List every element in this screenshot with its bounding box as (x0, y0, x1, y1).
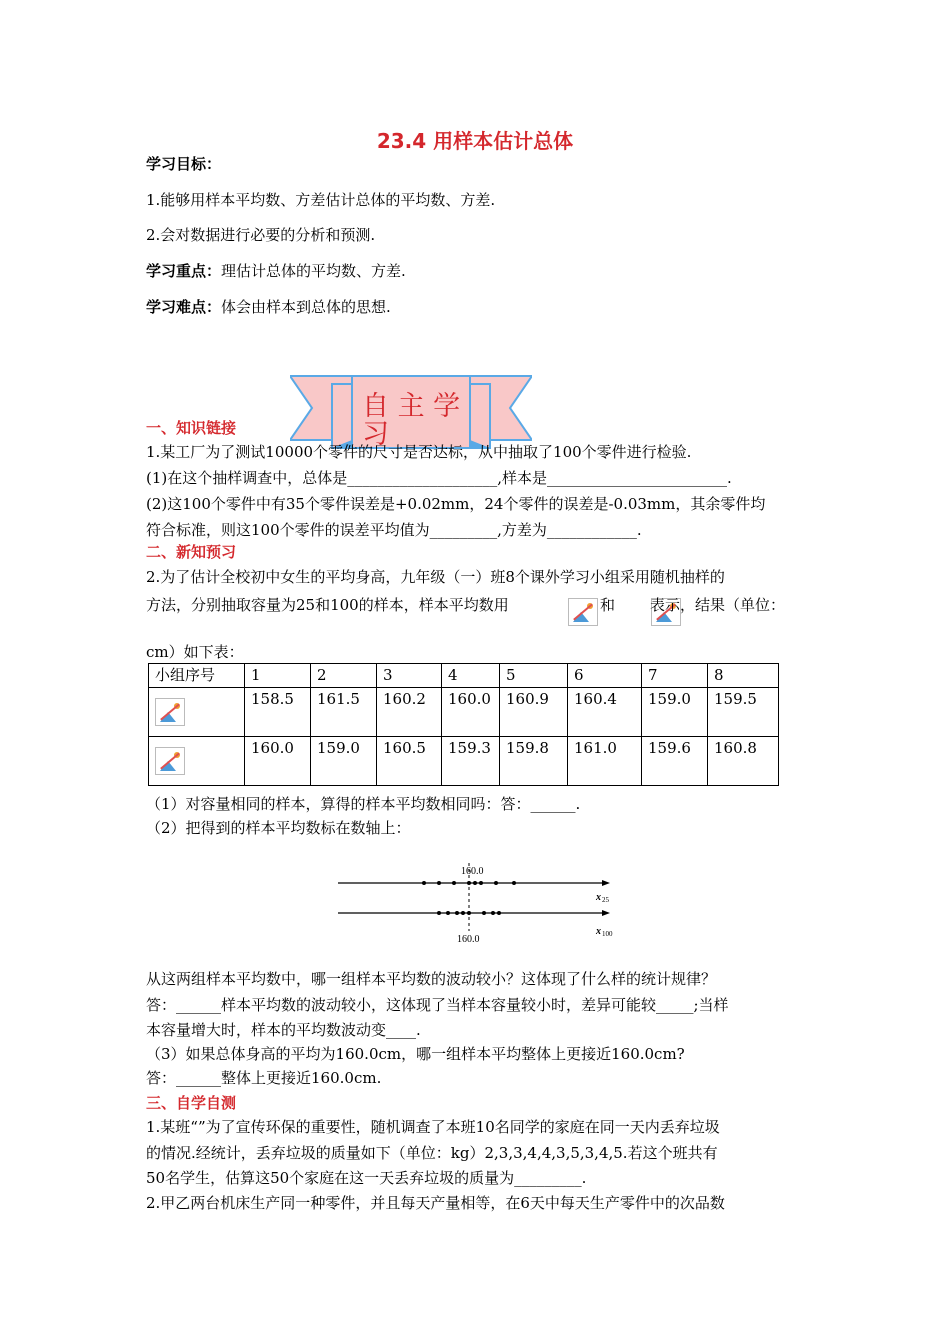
section3-line-4: 2.甲乙两台机床生产同一种零件，并且每天产量相等，在6天中每天生产零件中的次品数 (146, 1194, 725, 1212)
table-cell: 159.6 (642, 737, 708, 786)
sample-mean-dot (467, 911, 471, 915)
sample-mean-dot (461, 911, 465, 915)
table-cell: 160.0 (442, 688, 500, 737)
table-header-cell: 8 (708, 664, 779, 688)
table-cell: 160.5 (377, 737, 442, 786)
table-cell: 160.9 (500, 688, 568, 737)
xbar100-image-icon (155, 747, 185, 775)
table-header-cell: 2 (311, 664, 377, 688)
sample-mean-dot (497, 911, 501, 915)
section3-line-2: 的情况.经统计，丢弃垃圾的质量如下（单位：kg）2,3,3,4,4,3,5,3,4,5.若这个班共有 (146, 1144, 718, 1162)
table-header-label: 小组序号 (149, 664, 245, 688)
sample-mean-dot (479, 881, 483, 885)
section3-heading: 三、自学自测 (146, 1094, 237, 1112)
table-cell: 161.5 (311, 688, 377, 737)
difficulty-text: 体会由样本到总体的思想. (221, 298, 391, 316)
sample-mean-dot (452, 881, 456, 885)
sample-mean-dot (512, 881, 516, 885)
axis2-sub: 100 (602, 930, 613, 938)
table-row (149, 737, 779, 786)
focus-label: 学习重点： (146, 262, 222, 280)
table-cell: 158.5 (245, 688, 311, 737)
xbar25-image-icon (155, 698, 185, 726)
sample-mean-dot (422, 881, 426, 885)
section1-line-3: (2)这100个零件中有35个零件误差是+0.02mm，24个零件的误差是-0.03mm，其余零件均 (146, 495, 766, 513)
banner-text-1: 自 主 学 (362, 391, 461, 422)
xbar25-image-icon (568, 598, 598, 626)
goal-item-2: 2.会对数据进行必要的分析和预测. (146, 226, 376, 244)
sample-mean-dot (437, 881, 441, 885)
sample-mean-dot (455, 911, 459, 915)
after-line-1: 从这两组样本平均数中，哪一组样本平均数的波动较小？这体现了什么样的统计规律？ (146, 970, 717, 988)
sample-mean-dot (494, 881, 498, 885)
after-line-5: 答：______整体上更接近160.0cm. (146, 1069, 382, 1087)
after-line-2: 答：______样本平均数的波动较小，这体现了当样本容量较小时，差异可能较_____;当样 (146, 996, 729, 1014)
after-line-4: （3）如果总体身高的平均为160.0cm，哪一组样本平均整体上更接近160.0cm? (146, 1045, 685, 1063)
sample-mean-dot (482, 911, 486, 915)
table-header-cell: 1 (245, 664, 311, 688)
section3-line-3: 50名学生，估算这50个家庭在这一天丢弃垃圾的质量为_________. (146, 1169, 587, 1187)
banner-text-2: 习 (362, 419, 389, 450)
table-cell: 159.3 (442, 737, 500, 786)
goals-heading: 学习目标： (146, 155, 222, 173)
sample-mean-dot (446, 911, 450, 915)
difficulty-line (146, 297, 391, 317)
ref-label-bottom: 160.0 (457, 934, 480, 945)
focus-line (146, 261, 406, 281)
axis2-label: x (596, 926, 601, 937)
section2-heading: 二、新知预习 (146, 543, 237, 561)
sample-mean-dot (467, 881, 471, 885)
table-header-row (149, 664, 779, 688)
sample-mean-dot (473, 881, 477, 885)
table-header-cell: 7 (642, 664, 708, 688)
goal-item-1: 1.能够用样本平均数、方差估计总体的平均数、方差. (146, 191, 496, 209)
number-line-diagram (330, 855, 620, 950)
axis1-sub: 25 (602, 896, 609, 904)
q2-line: （2）把得到的样本平均数标在数轴上： (146, 819, 411, 837)
table-cell: 159.0 (642, 688, 708, 737)
section3-line-1: 1.某班“”为了宣传环保的重要性，随机调查了本班10名同学的家庭在同一天内丢弃垃圾 (146, 1118, 720, 1136)
table-cell: 159.5 (708, 688, 779, 737)
sample-table (148, 663, 779, 786)
difficulty-label: 学习难点： (146, 298, 222, 316)
sample-mean-dot (437, 911, 441, 915)
table-header-cell: 4 (442, 664, 500, 688)
table-header-cell: 6 (568, 664, 642, 688)
table-cell: 160.4 (568, 688, 642, 737)
section2-line-1: 2.为了估计全校初中女生的平均身高，九年级（一）班8个课外学习小组采用随机抽样的 (146, 568, 725, 586)
row-symbol-cell (149, 688, 245, 737)
table-header-cell: 3 (377, 664, 442, 688)
section1-line-1: 1.某工厂为了测试10000个零件的尺寸是否达标，从中抽取了100个零件进行检验. (146, 443, 692, 461)
section2-line-2c: 表示，结果（单位： (650, 596, 786, 614)
dots-100 (437, 911, 501, 915)
table-cell: 160.8 (708, 737, 779, 786)
section1-heading: 一、知识链接 (146, 419, 237, 437)
q1-line: （1）对容量相同的样本，算得的样本平均数相同吗：答：______. (146, 795, 581, 813)
focus-text: 理估计总体的平均数、方差. (221, 262, 406, 280)
after-line-3: 本容量增大时，样本的平均数波动变____. (146, 1021, 421, 1039)
table-cell: 161.0 (568, 737, 642, 786)
ref-label-top: 160.0 (461, 866, 484, 877)
section2-line-2a: 方法，分别抽取容量为25和100的样本，样本平均数用 (146, 596, 509, 614)
sample-mean-dot (491, 911, 495, 915)
table-cell: 159.0 (311, 737, 377, 786)
table-row (149, 688, 779, 737)
section2-line-3: cm）如下表： (146, 643, 244, 661)
page-title: 23.4 用样本估计总体 (376, 129, 574, 153)
table-cell: 160.0 (245, 737, 311, 786)
table-cell: 160.2 (377, 688, 442, 737)
axis-arrow-100 (602, 910, 610, 916)
section1-line-2: (1)在这个抽样调查中，总体是____________________,样本是________________________. (146, 469, 732, 487)
axis1-label: x (596, 892, 601, 903)
axis-arrow-25 (602, 880, 610, 886)
section1-line-4: 符合标准，则这100个零件的误差平均值为_________,方差为____________. (146, 521, 642, 539)
row-symbol-cell (149, 737, 245, 786)
table-cell: 159.8 (500, 737, 568, 786)
table-header-cell: 5 (500, 664, 568, 688)
section2-line-2b: 和 (600, 596, 616, 614)
